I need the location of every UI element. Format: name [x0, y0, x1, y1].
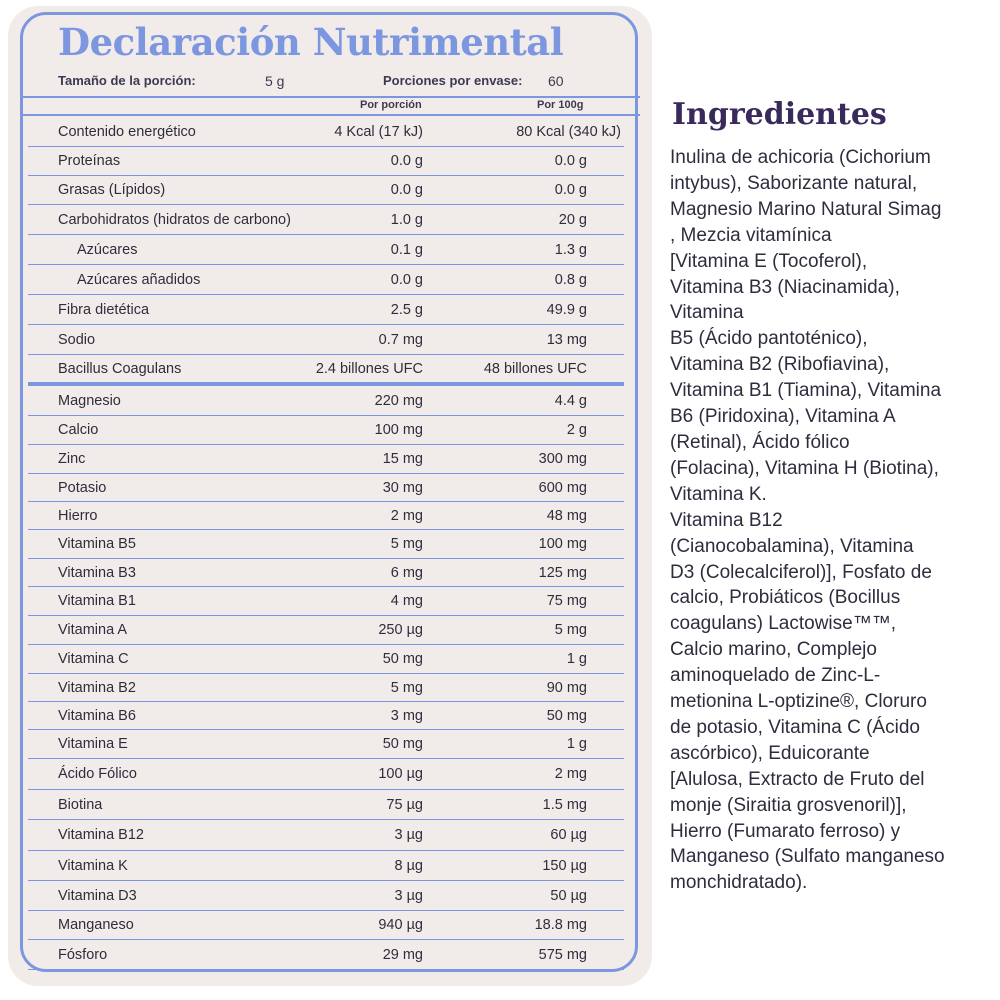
ingredients-line: Vitamina B2 (Ribofiavina),	[670, 354, 890, 376]
nutrient-per-serving: 4 Kcal (17 kJ)	[334, 123, 423, 140]
nutrient-per-100g: 1 g	[566, 736, 587, 752]
nutrient-per-serving: 0.0 g	[390, 153, 423, 169]
nutrient-per-100g: 75 mg	[546, 593, 587, 609]
ingredients-line: monje (Siraitia grosvenoril)],	[670, 794, 907, 816]
nutrient-per-100g: 13 mg	[546, 331, 587, 348]
nutrient-per-100g: 600 mg	[538, 479, 587, 496]
nutrient-per-100g: 1.3 g	[554, 241, 587, 258]
nutrient-name: Ácido Fólico	[58, 766, 137, 782]
nutrient-name: Fósforo	[58, 946, 108, 963]
nutrient-per-serving: 220 mg	[374, 392, 423, 409]
column-header-bar	[22, 96, 640, 116]
nutrient-row	[28, 616, 624, 645]
nutrient-per-serving: 50 mg	[382, 736, 423, 752]
nutrient-row	[28, 820, 624, 851]
nutrient-row	[28, 911, 624, 940]
nutrient-per-serving: 5 mg	[390, 536, 423, 552]
nutrient-per-100g: 20 g	[558, 211, 587, 228]
nutrient-name: Carbohidratos (hidratos de carbono)	[58, 211, 291, 228]
nutrient-name: Manganeso	[58, 917, 134, 933]
ingredients-line: D3 (Colecalciferol)], Fosfato de	[670, 561, 932, 583]
nutrient-per-serving: 2.5 g	[390, 301, 423, 318]
ingredients-line: Magnesio Marino Natural Simag	[670, 198, 942, 220]
servings-per-container-label: Porciones por envase:	[383, 73, 523, 88]
nutrient-per-serving: 0.0 g	[390, 271, 423, 288]
nutrient-row	[28, 881, 624, 911]
nutrient-per-serving: 1.0 g	[390, 211, 423, 228]
nutrient-per-100g: 0.0 g	[554, 182, 587, 198]
nutrient-per-serving: 2.4 billones UFC	[315, 360, 423, 377]
nutrient-per-100g: 48 billones UFC	[483, 360, 587, 377]
ingredients-line: calcio, Probiáticos (Bocillus	[670, 587, 901, 609]
ingredients-line: , Mezcia vitamínica	[670, 224, 832, 246]
nutrient-per-serving: 100 mg	[374, 422, 423, 438]
nutrient-row	[28, 295, 624, 325]
ingredients-line: Vitamina B1 (Tiamina), Vitamina	[670, 380, 942, 402]
column-header-per-serving: Por porción	[360, 99, 422, 111]
nutrient-per-serving: 29 mg	[382, 946, 423, 963]
nutrient-name: Fibra dietética	[58, 301, 150, 318]
nutrient-row	[28, 445, 624, 474]
nutrient-per-serving: 0.7 mg	[378, 331, 423, 348]
ingredients-line: aminoquelado de Zinc-L-	[670, 665, 881, 687]
nutrient-row	[28, 265, 624, 295]
nutrient-name: Vitamina B1	[58, 593, 136, 609]
nutrient-row	[28, 645, 624, 674]
nutrient-row	[28, 474, 624, 502]
nutrient-per-serving: 50 mg	[382, 651, 423, 667]
nutrient-row	[28, 559, 624, 587]
ingredients-line: Calcio marino, Complejo	[670, 639, 877, 661]
nutrient-per-serving: 3 mg	[390, 707, 423, 724]
ingredients-line: Vitamina B12	[670, 509, 783, 531]
nutrient-per-100g: 60 µg	[550, 827, 587, 843]
nutrient-row	[28, 530, 624, 559]
ingredients-line: (Folacina), Vitamina H (Biotina),	[670, 457, 939, 479]
ingredients-line: Vitamina B3 (Niacinamida),	[670, 276, 900, 298]
nutrient-row	[28, 235, 624, 265]
nutrient-per-serving: 2 mg	[390, 507, 423, 524]
nutrient-name: Sodio	[58, 331, 96, 348]
nutrient-per-serving: 4 mg	[390, 593, 423, 609]
nutrient-row	[28, 205, 624, 235]
nutrient-per-serving: 5 mg	[390, 679, 423, 696]
nutrient-name: Proteínas	[58, 153, 121, 169]
nutrient-row	[28, 674, 624, 702]
ingredients-line: Hierro (Fumarato ferroso) y	[670, 820, 901, 842]
nutrient-per-100g: 5 mg	[554, 622, 587, 638]
nutrient-per-100g: 2 mg	[554, 766, 587, 782]
ingredients-line: B5 (Ácido pantoténico),	[670, 328, 868, 350]
nutrient-per-100g: 150 µg	[542, 857, 587, 874]
nutrient-per-serving: 6 mg	[390, 564, 423, 581]
nutrient-row	[28, 147, 624, 176]
ingredients-line: Inulina de achicoria (Cichorium	[670, 147, 931, 168]
nutrient-per-100g: 49.9 g	[546, 301, 587, 318]
nutrient-per-serving: 3 µg	[394, 827, 423, 843]
nutrient-per-100g: 50 µg	[550, 887, 587, 904]
nutrient-name: Zinc	[58, 451, 86, 467]
nutrient-row	[28, 176, 624, 205]
nutrient-per-100g: 2 g	[566, 422, 587, 438]
nutrient-per-serving: 0.0 g	[390, 182, 423, 198]
nutrient-per-100g: 50 mg	[546, 707, 587, 724]
nutrient-name: Vitamina B6	[58, 707, 136, 724]
serving-size-value: 5 g	[265, 73, 285, 89]
nutrition-title: Declaración Nutrimental	[58, 20, 564, 64]
ingredients-line: Manganeso (Sulfato manganeso	[670, 846, 945, 868]
ingredients-line: Vitamina	[670, 302, 744, 324]
nutrient-row	[28, 325, 624, 355]
ingredients-line: intybus), Saborizante natural,	[670, 172, 918, 194]
nutrient-per-serving: 250 µg	[378, 622, 423, 638]
nutrient-name: Azúcares añadidos	[77, 271, 201, 288]
ingredients-line: Vitamina K.	[670, 483, 767, 505]
nutrient-name: Biotina	[58, 796, 103, 813]
nutrient-name: Magnesio	[58, 392, 121, 409]
ingredients-line: de potasio, Vitamina C (Ácido	[670, 716, 920, 738]
nutrient-name: Bacillus Coagulans	[58, 360, 182, 377]
nutrient-per-100g: 1 g	[566, 651, 587, 667]
nutrient-row	[28, 940, 624, 970]
nutrient-per-100g: 48 mg	[546, 507, 587, 524]
ingredients-line: coagulans) Lactowise™™,	[670, 613, 896, 635]
nutrient-name: Vitamina B5	[58, 536, 136, 552]
nutrient-name: Calcio	[58, 422, 99, 438]
nutrient-name: Potasio	[58, 479, 107, 496]
nutrient-row	[28, 851, 624, 881]
nutrient-per-100g: 100 mg	[538, 536, 587, 552]
nutrient-row	[28, 355, 624, 386]
nutrient-name: Vitamina K	[58, 857, 128, 874]
nutrient-per-serving: 940 µg	[378, 917, 423, 933]
nutrient-name: Contenido energético	[58, 123, 196, 140]
nutrient-per-100g: 90 mg	[546, 679, 587, 696]
nutrient-per-100g: 80 Kcal (340 kJ)	[516, 123, 621, 140]
nutrient-per-100g: 575 mg	[538, 946, 587, 963]
nutrient-row	[28, 790, 624, 820]
nutrient-per-100g: 300 mg	[538, 451, 587, 467]
nutrient-row	[28, 702, 624, 730]
ingredients-text	[670, 145, 975, 896]
serving-size-label: Tamaño de la porción:	[58, 73, 196, 88]
ingredients-line: monchidratado).	[670, 872, 808, 894]
nutrient-row	[28, 730, 624, 759]
nutrient-per-serving: 8 µg	[394, 857, 423, 874]
ingredients-line: [Alulosa, Extracto de Fruto del	[670, 768, 925, 790]
nutrient-per-serving: 0.1 g	[390, 241, 423, 258]
nutrient-per-100g: 1.5 mg	[542, 796, 587, 813]
nutrient-per-serving: 3 µg	[394, 887, 423, 904]
nutrient-per-100g: 125 mg	[538, 564, 587, 581]
nutrient-per-100g: 18.8 mg	[534, 917, 587, 933]
nutrient-row	[28, 117, 624, 147]
nutrient-per-100g: 4.4 g	[554, 392, 587, 409]
nutrient-row	[28, 587, 624, 616]
nutrient-name: Vitamina E	[58, 736, 128, 752]
ingredients-line: metionina L-optizine®, Cloruro	[670, 691, 927, 713]
nutrient-row	[28, 502, 624, 530]
ingredients-line: [Vitamina E (Tocoferol),	[670, 250, 868, 272]
nutrient-per-serving: 30 mg	[382, 479, 423, 496]
column-header-per-100g: Por 100g	[537, 99, 584, 111]
ingredients-line: ascórbico), Eduicorante	[670, 742, 870, 764]
nutrient-name: Grasas (Lípidos)	[58, 182, 166, 198]
nutrient-row	[28, 759, 624, 790]
nutrient-per-serving: 100 µg	[378, 766, 423, 782]
nutrient-name: Vitamina D3	[58, 887, 137, 904]
nutrient-name: Azúcares	[77, 241, 138, 258]
servings-per-container-value: 60	[548, 73, 564, 89]
nutrient-per-serving: 15 mg	[382, 451, 423, 467]
nutrient-name: Vitamina B2	[58, 679, 136, 696]
nutrient-row	[28, 386, 624, 416]
ingredients-title: Ingredientes	[672, 97, 887, 132]
nutrient-name: Vitamina A	[58, 622, 128, 638]
nutrient-row	[28, 416, 624, 445]
nutrient-name: Vitamina B12	[58, 827, 144, 843]
ingredients-line: (Retinal), Ácido fólico	[670, 431, 850, 453]
nutrient-per-100g: 0.0 g	[554, 153, 587, 169]
nutrient-name: Hierro	[58, 507, 98, 524]
nutrient-per-serving: 75 µg	[386, 796, 423, 813]
nutrient-per-100g: 0.8 g	[554, 271, 587, 288]
nutrient-name: Vitamina B3	[58, 564, 136, 581]
nutrient-name: Vitamina C	[58, 651, 129, 667]
ingredients-line: (Cianocobalamina), Vitamina	[670, 535, 914, 557]
ingredients-line: B6 (Piridoxina), Vitamina A	[670, 406, 896, 428]
